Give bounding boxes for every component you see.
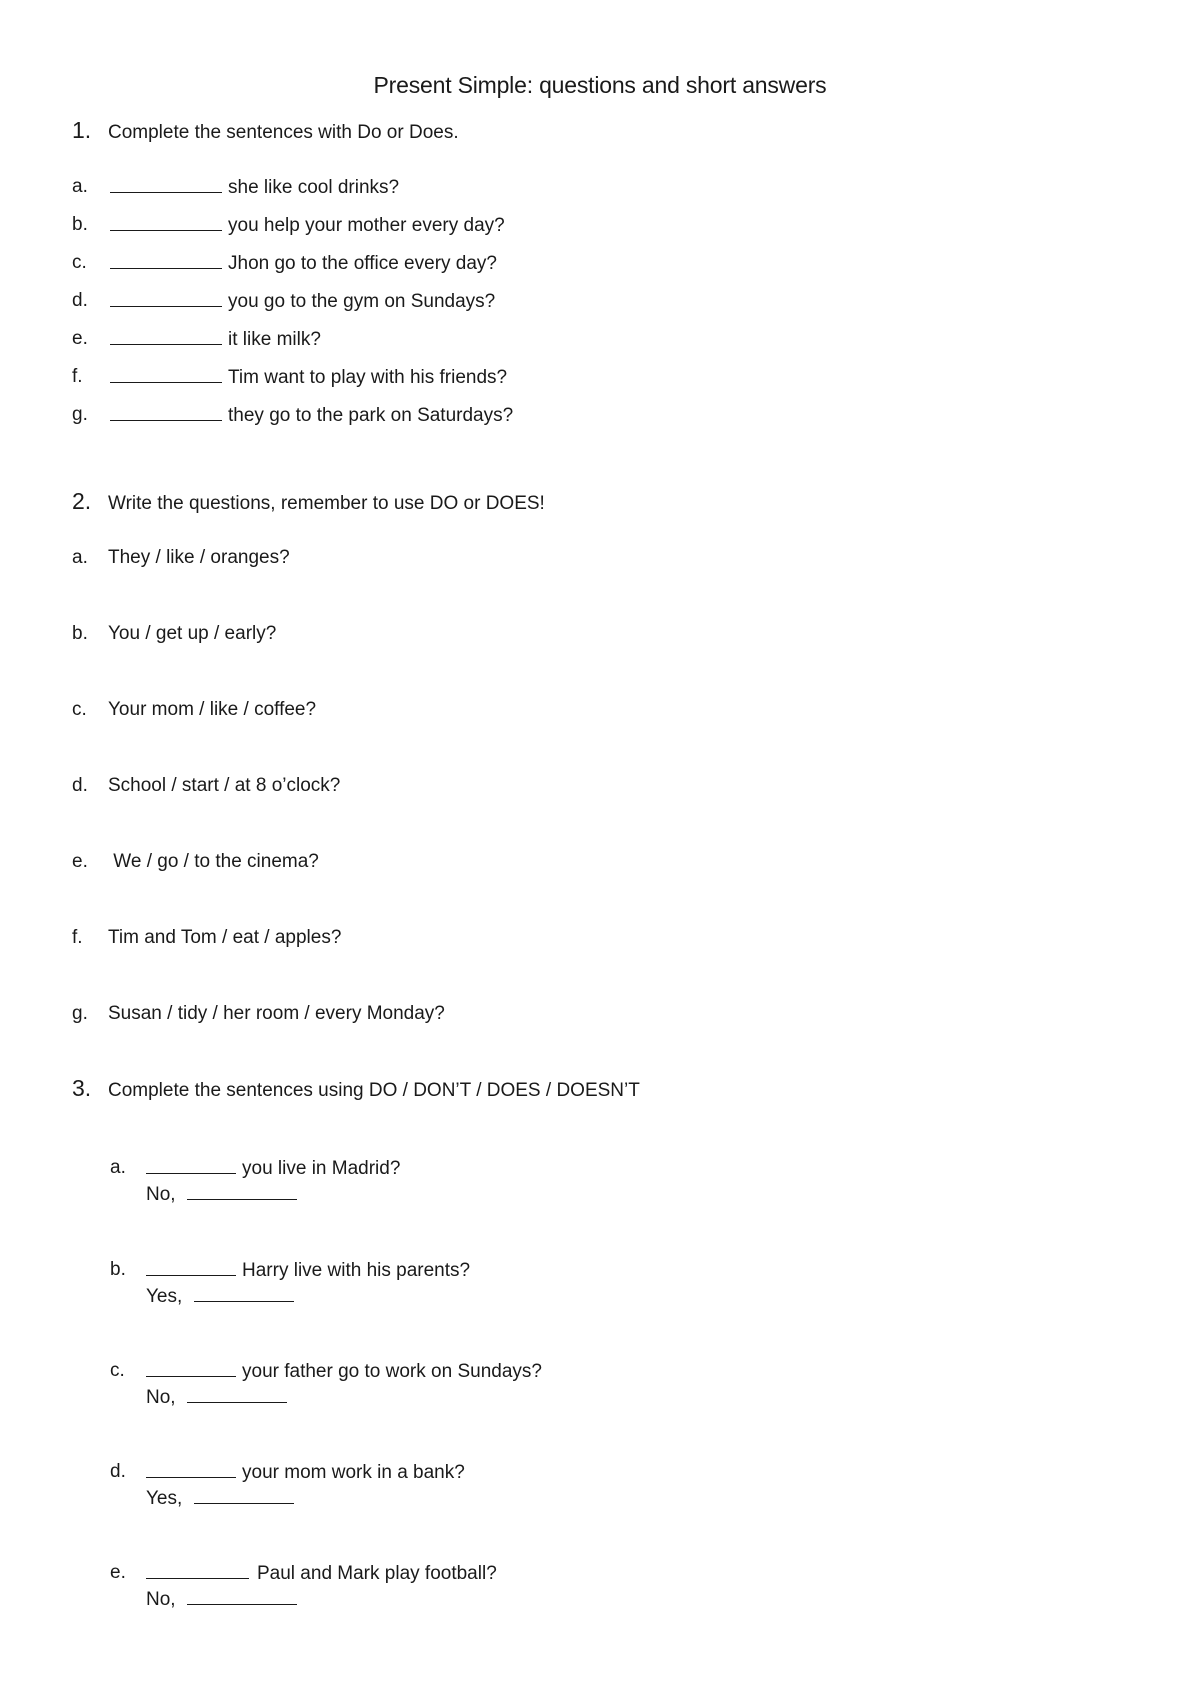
section-heading: Write the questions, remember to use DO or DOES!: [108, 493, 545, 514]
question-blank[interactable]: [146, 1461, 236, 1478]
item-question: you live in Madrid?: [242, 1158, 401, 1179]
question-blank[interactable]: [146, 1360, 236, 1377]
answer-prefix: Yes,: [146, 1488, 183, 1509]
item-label: c.: [110, 1360, 125, 1381]
section-heading: Complete the sentences with Do or Does.: [108, 122, 459, 143]
page-title: Present Simple: questions and short answers: [373, 72, 827, 98]
item-label: a.: [72, 176, 88, 197]
section-number: 3.: [72, 1075, 92, 1101]
answer-blank[interactable]: [110, 290, 222, 307]
item-question: your mom work in a bank?: [242, 1462, 465, 1483]
answer-blank[interactable]: [187, 1183, 297, 1200]
item-label: d.: [72, 290, 88, 311]
item-text: you help your mother every day?: [228, 215, 505, 236]
item-text: Jhon go to the office every day?: [228, 253, 497, 274]
section-heading: Complete the sentences using DO / DON’T / DOES / DOESN’T: [108, 1080, 640, 1101]
answer-blank[interactable]: [194, 1285, 294, 1302]
answer-blank[interactable]: [110, 328, 222, 345]
answer-blank[interactable]: [187, 1588, 297, 1605]
item-text: Tim and Tom / eat / apples?: [108, 927, 342, 948]
item-question: your father go to work on Sundays?: [242, 1361, 542, 1382]
item-label: a.: [110, 1157, 126, 1178]
answer-prefix: Yes,: [146, 1286, 183, 1307]
item-label: d.: [72, 775, 88, 796]
item-label: d.: [110, 1461, 126, 1482]
item-label: c.: [72, 252, 87, 273]
answer-blank[interactable]: [110, 366, 222, 383]
question-blank[interactable]: [146, 1259, 236, 1276]
answer-blank[interactable]: [194, 1487, 294, 1504]
answer-blank[interactable]: [110, 214, 222, 231]
item-text: Susan / tidy / her room / every Monday?: [108, 1003, 445, 1024]
item-label: f.: [72, 366, 83, 387]
item-text: We / go / to the cinema?: [108, 851, 319, 872]
answer-blank[interactable]: [110, 252, 222, 269]
answer-prefix: No,: [146, 1589, 176, 1610]
short-answer-row: [146, 1588, 303, 1611]
item-text: Your mom / like / coffee?: [108, 699, 317, 720]
item-label: a.: [72, 547, 88, 568]
answer-prefix: No,: [146, 1387, 176, 1408]
item-text: they go to the park on Saturdays?: [228, 405, 514, 426]
item-label: g.: [72, 404, 88, 425]
item-label: f.: [72, 927, 83, 948]
item-text: it like milk?: [228, 329, 321, 350]
item-label: g.: [72, 1003, 88, 1024]
item-question: Paul and Mark play football?: [257, 1563, 497, 1584]
item-label: e.: [110, 1562, 126, 1583]
short-answer-row: [146, 1183, 303, 1206]
item-question: Harry live with his parents?: [242, 1260, 471, 1281]
item-label: b.: [72, 214, 88, 235]
item-text: They / like / oranges?: [108, 547, 290, 568]
short-answer-row: [146, 1487, 300, 1510]
item-label: b.: [110, 1259, 126, 1280]
answer-blank[interactable]: [110, 404, 222, 421]
item-text: Tim want to play with his friends?: [228, 367, 508, 388]
short-answer-row: [146, 1285, 300, 1308]
item-label: c.: [72, 699, 87, 720]
item-text: she like cool drinks?: [228, 177, 400, 198]
item-text: School / start / at 8 o’clock?: [108, 775, 341, 796]
item-label: e.: [72, 851, 88, 872]
question-blank[interactable]: [146, 1157, 236, 1174]
answer-blank[interactable]: [187, 1386, 287, 1403]
item-text: you go to the gym on Sundays?: [228, 291, 496, 312]
item-label: b.: [72, 623, 88, 644]
section-number: 2.: [72, 488, 92, 514]
short-answer-row: [146, 1386, 293, 1409]
answer-prefix: No,: [146, 1184, 176, 1205]
question-blank[interactable]: [146, 1562, 249, 1579]
section-number: 1.: [72, 117, 92, 143]
item-text: You / get up / early?: [108, 623, 277, 644]
answer-blank[interactable]: [110, 176, 222, 193]
item-label: e.: [72, 328, 88, 349]
